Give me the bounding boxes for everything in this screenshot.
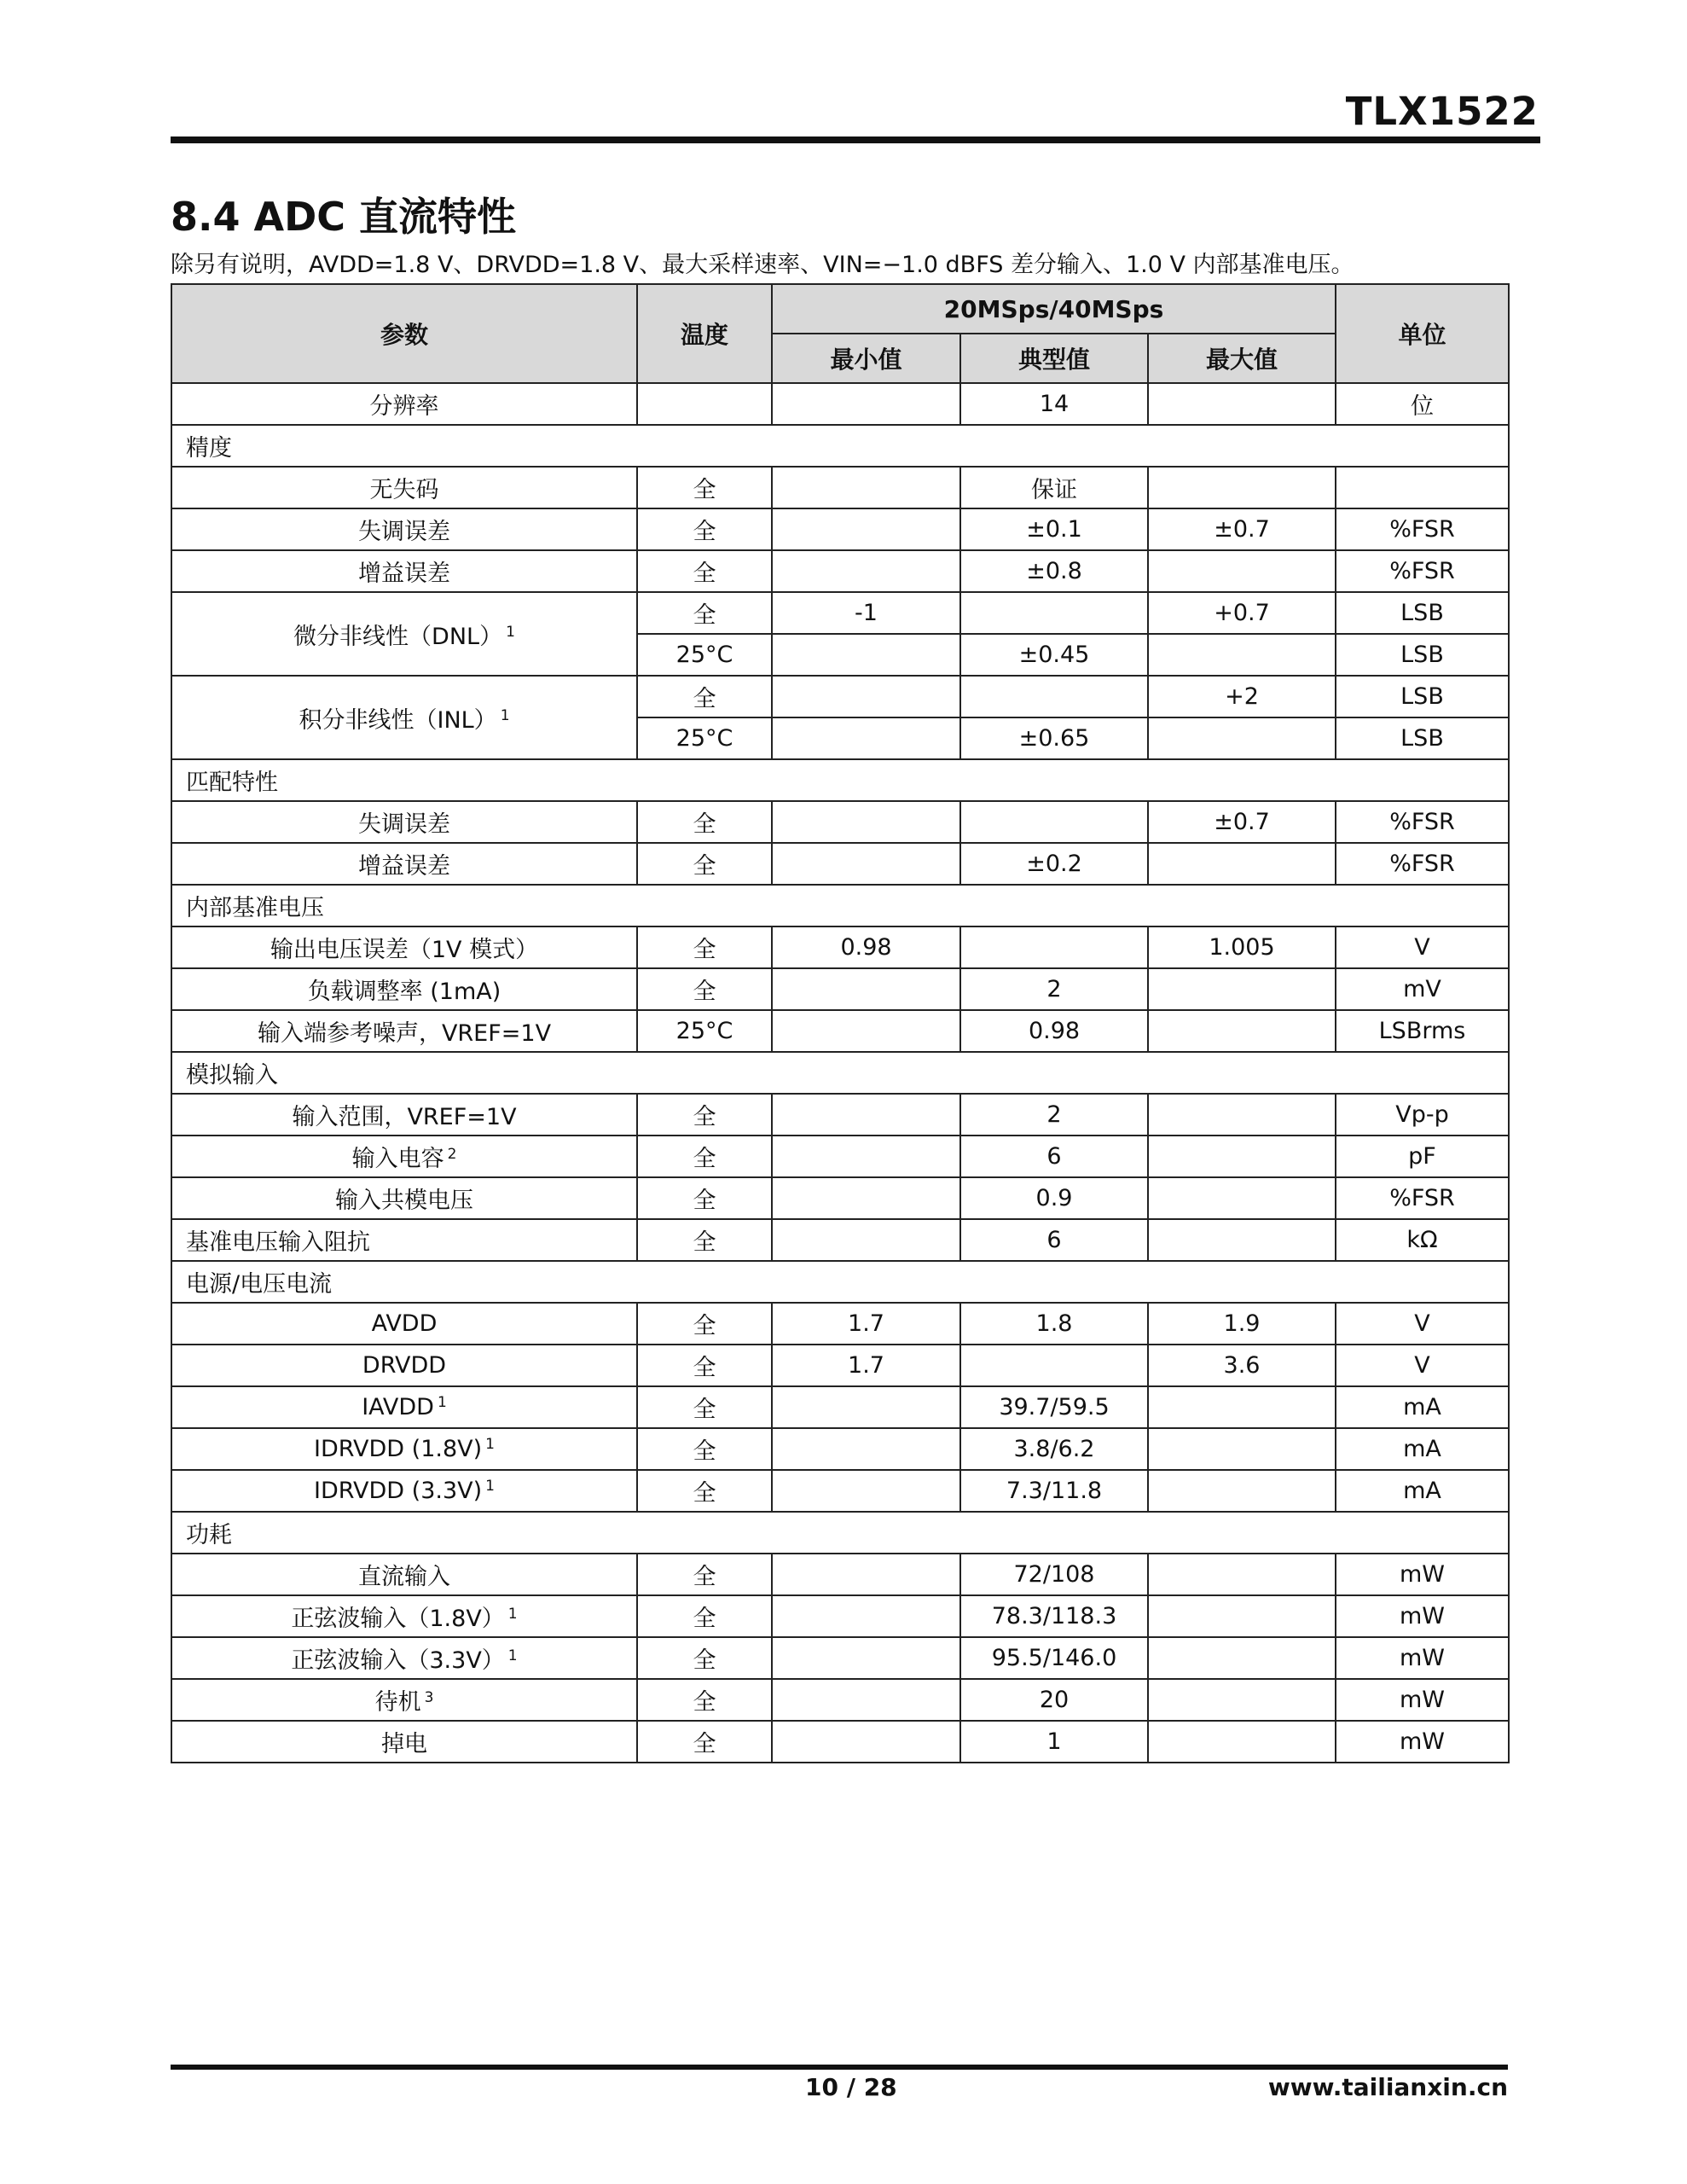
temp-cell: 全	[637, 1177, 772, 1219]
max-cell	[1148, 1470, 1336, 1512]
param-cell: 输入范围，VREF=1V	[171, 1094, 637, 1136]
table-row	[171, 1595, 1509, 1637]
max-cell: 1.005	[1148, 926, 1336, 968]
table-row	[171, 550, 1509, 592]
param-cell	[171, 676, 637, 759]
temp-cell	[637, 383, 772, 425]
max-cell	[1148, 634, 1336, 676]
temp-cell: 全	[637, 1554, 772, 1595]
param-cell: 分辨率	[171, 383, 637, 425]
min-cell	[772, 843, 960, 885]
param-cell	[171, 1679, 637, 1721]
max-cell	[1148, 968, 1336, 1010]
temp-cell: 全	[637, 1094, 772, 1136]
temp-cell: 全	[637, 676, 772, 717]
footnote-mark: 1	[485, 1478, 495, 1495]
param-cell: 输出电压误差（1V 模式）	[171, 926, 637, 968]
header-temp: 温度	[637, 284, 772, 383]
min-cell: 1.7	[772, 1303, 960, 1345]
min-cell: 1.7	[772, 1345, 960, 1386]
section-label: 精度	[171, 425, 1509, 467]
typ-cell: 2	[960, 1094, 1148, 1136]
temp-cell: 全	[637, 1428, 772, 1470]
max-cell	[1148, 1094, 1336, 1136]
max-cell	[1148, 1428, 1336, 1470]
typ-cell: 78.3/118.3	[960, 1595, 1148, 1637]
header-group: 20MSps/40MSps	[772, 284, 1336, 334]
max-cell	[1148, 1721, 1336, 1763]
min-cell	[772, 717, 960, 759]
min-cell	[772, 634, 960, 676]
section-label: 功耗	[171, 1512, 1509, 1554]
header-param: 参数	[171, 284, 637, 383]
temp-cell: 全	[637, 1637, 772, 1679]
footnote-mark: 1	[507, 1606, 518, 1623]
unit-cell: kΩ	[1336, 1219, 1509, 1261]
min-cell	[772, 1136, 960, 1177]
table-row	[171, 1094, 1509, 1136]
temp-cell: 25°C	[637, 634, 772, 676]
section-row	[171, 885, 1509, 926]
max-cell	[1148, 550, 1336, 592]
typ-cell: 1.8	[960, 1303, 1148, 1345]
header-max: 最大值	[1148, 334, 1336, 383]
table-row	[171, 843, 1509, 885]
param-cell	[171, 1136, 637, 1177]
table-row	[171, 1219, 1509, 1261]
min-cell: -1	[772, 592, 960, 634]
min-cell	[772, 1094, 960, 1136]
temp-cell: 全	[637, 1345, 772, 1386]
unit-cell: %FSR	[1336, 550, 1509, 592]
max-cell	[1148, 1136, 1336, 1177]
footnote-mark: 1	[507, 1647, 518, 1664]
unit-cell: Vp-p	[1336, 1094, 1509, 1136]
min-cell	[772, 1637, 960, 1679]
unit-cell: LSB	[1336, 592, 1509, 634]
min-cell	[772, 676, 960, 717]
typ-cell: 1	[960, 1721, 1148, 1763]
section-label: 内部基准电压	[171, 885, 1509, 926]
temp-cell: 全	[637, 1303, 772, 1345]
max-cell	[1148, 1010, 1336, 1052]
temp-cell: 全	[637, 968, 772, 1010]
typ-cell: 95.5/146.0	[960, 1637, 1148, 1679]
unit-cell: %FSR	[1336, 1177, 1509, 1219]
unit-cell: mW	[1336, 1679, 1509, 1721]
footnote-mark: 1	[500, 706, 510, 724]
section-row	[171, 1512, 1509, 1554]
param-label: IAVDD	[362, 1394, 434, 1420]
typ-cell: ±0.8	[960, 550, 1148, 592]
param-cell: 掉电	[171, 1721, 637, 1763]
temp-cell: 全	[637, 1679, 772, 1721]
max-cell: +0.7	[1148, 592, 1336, 634]
param-label: IDRVDD (1.8V)	[314, 1436, 483, 1462]
param-cell: 失调误差	[171, 801, 637, 843]
unit-cell: V	[1336, 926, 1509, 968]
typ-cell: 14	[960, 383, 1148, 425]
typ-cell: 0.9	[960, 1177, 1148, 1219]
temp-cell: 全	[637, 1721, 772, 1763]
max-cell	[1148, 1386, 1336, 1428]
param-cell: AVDD	[171, 1303, 637, 1345]
header-min: 最小值	[772, 334, 960, 383]
temp-cell: 25°C	[637, 717, 772, 759]
param-cell	[171, 1470, 637, 1512]
footnote-mark: 1	[506, 623, 515, 641]
param-cell	[171, 1595, 637, 1637]
min-cell	[772, 1428, 960, 1470]
temp-cell: 全	[637, 550, 772, 592]
page-number: 10 / 28	[805, 2073, 897, 2101]
param-cell	[171, 1637, 637, 1679]
temp-cell: 全	[637, 592, 772, 634]
unit-cell: 位	[1336, 383, 1509, 425]
section-label: 模拟输入	[171, 1052, 1509, 1094]
max-cell: ±0.7	[1148, 801, 1336, 843]
table-row	[171, 1554, 1509, 1595]
typ-cell: 0.98	[960, 1010, 1148, 1052]
param-cell: 直流输入	[171, 1554, 637, 1595]
max-cell: 1.9	[1148, 1303, 1336, 1345]
typ-cell: 7.3/11.8	[960, 1470, 1148, 1512]
max-cell	[1148, 1219, 1336, 1261]
website-link[interactable]: www.tailianxin.cn	[1267, 2073, 1508, 2101]
temp-cell: 全	[637, 1136, 772, 1177]
param-cell: 增益误差	[171, 550, 637, 592]
table-row	[171, 676, 1509, 717]
param-cell: 失调误差	[171, 508, 637, 550]
param-label: IDRVDD (3.3V)	[314, 1478, 483, 1504]
unit-cell: mW	[1336, 1595, 1509, 1637]
typ-cell: 3.8/6.2	[960, 1428, 1148, 1470]
section-label: 匹配特性	[171, 759, 1509, 801]
table-row	[171, 1345, 1509, 1386]
temp-cell: 25°C	[637, 1010, 772, 1052]
typ-cell: 39.7/59.5	[960, 1386, 1148, 1428]
header-unit: 单位	[1336, 284, 1509, 383]
param-cell: 输入端参考噪声，VREF=1V	[171, 1010, 637, 1052]
typ-cell	[960, 801, 1148, 843]
temp-cell: 全	[637, 1470, 772, 1512]
max-cell: ±0.7	[1148, 508, 1336, 550]
section-row	[171, 425, 1509, 467]
max-cell	[1148, 467, 1336, 508]
temp-cell: 全	[637, 843, 772, 885]
param-cell: 无失码	[171, 467, 637, 508]
table-row	[171, 1679, 1509, 1721]
table-row	[171, 801, 1509, 843]
unit-cell: LSBrms	[1336, 1010, 1509, 1052]
min-cell	[772, 550, 960, 592]
max-cell	[1148, 1637, 1336, 1679]
unit-cell: V	[1336, 1303, 1509, 1345]
temp-cell: 全	[637, 1595, 772, 1637]
temp-cell: 全	[637, 1386, 772, 1428]
max-cell	[1148, 843, 1336, 885]
min-cell	[772, 1679, 960, 1721]
unit-cell: LSB	[1336, 676, 1509, 717]
max-cell	[1148, 1554, 1336, 1595]
typ-cell: 6	[960, 1219, 1148, 1261]
param-cell: 增益误差	[171, 843, 637, 885]
unit-cell: V	[1336, 1345, 1509, 1386]
section-row	[171, 1052, 1509, 1094]
temp-cell: 全	[637, 1219, 772, 1261]
table-row	[171, 1386, 1509, 1428]
min-cell	[772, 508, 960, 550]
typ-cell: ±0.1	[960, 508, 1148, 550]
table-row	[171, 926, 1509, 968]
table-row	[171, 968, 1509, 1010]
typ-cell: 保证	[960, 467, 1148, 508]
table-row	[171, 1428, 1509, 1470]
max-cell: 3.6	[1148, 1345, 1336, 1386]
section-subtitle: 除另有说明，AVDD=1.8 V、DRVDD=1.8 V、最大采样速率、VIN=−1.0 dBFS 差分输入、1.0 V 内部基准电压。	[171, 252, 1354, 278]
temp-cell: 全	[637, 926, 772, 968]
unit-cell: mA	[1336, 1386, 1509, 1428]
typ-cell	[960, 926, 1148, 968]
min-cell	[772, 1386, 960, 1428]
brand-logo-text: TLX1522	[1345, 89, 1539, 134]
max-cell: +2	[1148, 676, 1336, 717]
unit-cell: %FSR	[1336, 508, 1509, 550]
param-label: 积分非线性（INL）	[299, 706, 497, 734]
unit-cell: mV	[1336, 968, 1509, 1010]
min-cell	[772, 801, 960, 843]
min-cell	[772, 1470, 960, 1512]
param-cell	[171, 1386, 637, 1428]
footnote-mark: 1	[485, 1436, 495, 1453]
max-cell	[1148, 1177, 1336, 1219]
unit-cell: pF	[1336, 1136, 1509, 1177]
unit-cell: mW	[1336, 1554, 1509, 1595]
temp-cell: 全	[637, 801, 772, 843]
min-cell	[772, 467, 960, 508]
typ-cell: 20	[960, 1679, 1148, 1721]
max-cell	[1148, 717, 1336, 759]
header-rule	[171, 136, 1540, 143]
param-cell	[171, 592, 637, 676]
unit-cell: %FSR	[1336, 801, 1509, 843]
table-row	[171, 1177, 1509, 1219]
table-row	[171, 1721, 1509, 1763]
typ-cell	[960, 592, 1148, 634]
typ-cell: ±0.2	[960, 843, 1148, 885]
section-row	[171, 759, 1509, 801]
temp-cell: 全	[637, 508, 772, 550]
footer-rule	[171, 2065, 1508, 2070]
table-row	[171, 1470, 1509, 1512]
typ-cell	[960, 676, 1148, 717]
adc-dc-spec-table	[171, 283, 1510, 1763]
min-cell	[772, 968, 960, 1010]
unit-cell: mA	[1336, 1470, 1509, 1512]
unit-cell: %FSR	[1336, 843, 1509, 885]
section-label: 电源/电压电流	[171, 1261, 1509, 1303]
unit-cell: mW	[1336, 1721, 1509, 1763]
param-label: 待机	[374, 1689, 421, 1716]
header-typ: 典型值	[960, 334, 1148, 383]
typ-cell: ±0.65	[960, 717, 1148, 759]
min-cell	[772, 1721, 960, 1763]
section-title: 8.4 ADC 直流特性	[171, 194, 517, 240]
table-row	[171, 1303, 1509, 1345]
param-label: 微分非线性（DNL）	[293, 623, 503, 650]
unit-cell: mA	[1336, 1428, 1509, 1470]
min-cell	[772, 1554, 960, 1595]
param-cell: DRVDD	[171, 1345, 637, 1386]
min-cell	[772, 1219, 960, 1261]
param-label: 输入电容	[351, 1146, 444, 1172]
unit-cell	[1336, 467, 1509, 508]
param-cell: 输入共模电压	[171, 1177, 637, 1219]
typ-cell: 2	[960, 968, 1148, 1010]
table-row	[171, 1010, 1509, 1052]
table-row	[171, 508, 1509, 550]
param-label: 正弦波输入（1.8V）	[291, 1606, 505, 1632]
table-row	[171, 592, 1509, 634]
param-cell	[171, 1428, 637, 1470]
table-row	[171, 467, 1509, 508]
typ-cell: ±0.45	[960, 634, 1148, 676]
unit-cell: LSB	[1336, 634, 1509, 676]
footnote-mark: 2	[447, 1146, 457, 1163]
table-row	[171, 383, 1509, 425]
table-row	[171, 1637, 1509, 1679]
section-row	[171, 1261, 1509, 1303]
typ-cell: 72/108	[960, 1554, 1148, 1595]
typ-cell	[960, 1345, 1148, 1386]
param-cell: 基准电压输入阻抗	[171, 1219, 637, 1261]
unit-cell: mW	[1336, 1637, 1509, 1679]
min-cell	[772, 383, 960, 425]
max-cell	[1148, 1595, 1336, 1637]
unit-cell: LSB	[1336, 717, 1509, 759]
footnote-mark: 1	[437, 1394, 447, 1411]
min-cell	[772, 1177, 960, 1219]
typ-cell: 6	[960, 1136, 1148, 1177]
param-label: 正弦波输入（3.3V）	[291, 1647, 505, 1674]
param-cell: 负载调整率 (1mA)	[171, 968, 637, 1010]
temp-cell: 全	[637, 467, 772, 508]
min-cell	[772, 1595, 960, 1637]
max-cell	[1148, 1679, 1336, 1721]
max-cell	[1148, 383, 1336, 425]
min-cell	[772, 1010, 960, 1052]
min-cell: 0.98	[772, 926, 960, 968]
table-row	[171, 1136, 1509, 1177]
footnote-mark: 3	[424, 1689, 434, 1706]
